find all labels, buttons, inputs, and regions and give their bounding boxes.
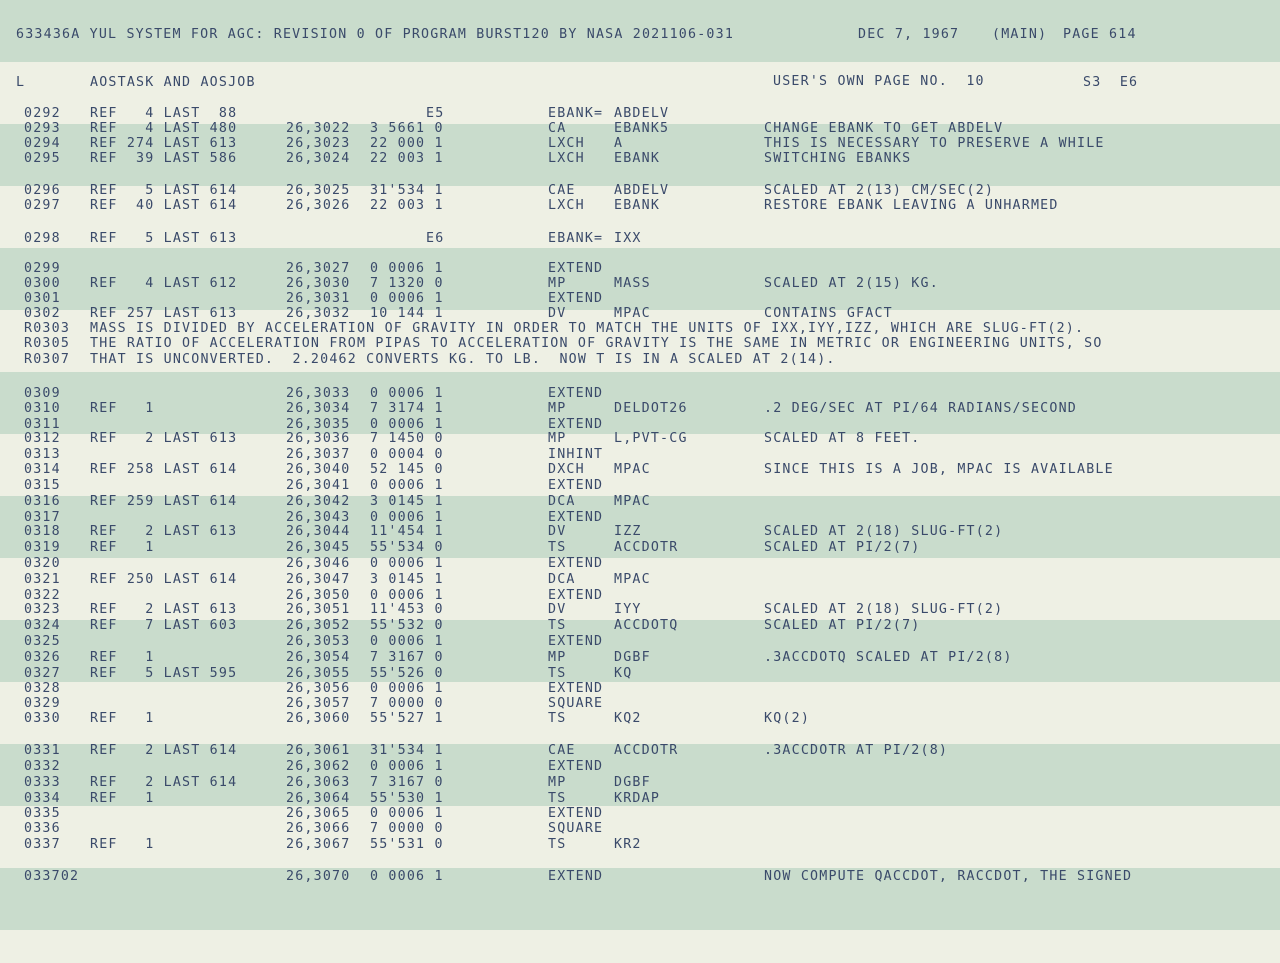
row-addr: 26,3043 [286,510,351,525]
listing-row [0,352,1280,367]
row-arg: ABDELV [614,183,670,198]
row-ref: REF 5 LAST 614 [90,183,238,198]
row-word: E6 [426,231,445,246]
row-cmt: SWITCHING EBANKS [764,151,912,166]
row-op: EXTEND [548,869,604,884]
row-arg: KR2 [614,837,642,852]
row-op: EXTEND [548,261,604,276]
row-addr: 26,3035 [286,417,351,432]
row-line: 0324 [24,618,61,633]
row-op: DV [548,306,567,321]
row-addr: 26,3053 [286,634,351,649]
row-word: 0 0006 1 [370,556,444,571]
row-word: 22 003 1 [370,198,444,213]
row-addr: 26,3045 [286,540,351,555]
row-addr: 26,3024 [286,151,351,166]
row-ref: REF 40 LAST 614 [90,198,238,213]
listing-row [0,306,1280,321]
row-cmt: .3ACCDOTQ SCALED AT PI/2(8) [764,650,1013,665]
row-cmt: SCALED AT 2(15) KG. [764,276,939,291]
listing-row [0,261,1280,276]
row-cmt: .2 DEG/SEC AT PI/64 RADIANS/SECOND [764,401,1077,416]
row-word: 55'532 0 [370,618,444,633]
row-word: 0 0006 1 [370,869,444,884]
row-arg: EBANK5 [614,121,670,136]
row-cmt: KQ(2) [764,711,811,726]
listing-row [0,494,1280,509]
row-line: 0314 [24,462,61,477]
row-op: SQUARE [548,821,604,836]
row-ref: REF 1 [90,791,155,806]
row-addr: 26,3062 [286,759,351,774]
row-addr: 26,3022 [286,121,351,136]
row-line: 0309 [24,386,61,401]
row-line: 0336 [24,821,61,836]
row-addr: 26,3026 [286,198,351,213]
listing-row [0,431,1280,446]
row-op: INHINT [548,447,604,462]
row-line: 0313 [24,447,61,462]
row-arg: KQ2 [614,711,642,726]
users-page-number: USER'S OWN PAGE NO. 10 [773,74,985,89]
row-cmt: .3ACCDOTR AT PI/2(8) [764,743,949,758]
row-addr: 26,3047 [286,572,351,587]
row-word: 31'534 1 [370,183,444,198]
row-op: MP [548,650,567,665]
row-arg: ACCDOTR [614,540,679,555]
row-op: DV [548,602,567,617]
row-word: 3 0145 1 [370,572,444,587]
row-op: DCA [548,572,576,587]
row-cmt: CONTAINS GFACT [764,306,893,321]
row-op: EXTEND [548,759,604,774]
row-word: 0 0006 1 [370,386,444,401]
row-ref: REF 1 [90,401,155,416]
routine-name: AOSTASK AND AOSJOB [90,75,256,90]
row-ref: REF 4 LAST 88 [90,106,238,121]
row-ref: REF 2 LAST 614 [90,743,238,758]
row-op: TS [548,540,567,555]
row-ref: REF 4 LAST 480 [90,121,238,136]
row-word: 55'534 0 [370,540,444,555]
listing-row [0,759,1280,774]
row-word: 0 0006 1 [370,634,444,649]
row-line: 0318 [24,524,61,539]
row-cmt: SINCE THIS IS A JOB, MPAC IS AVAILABLE [764,462,1114,477]
row-word: 0 0006 1 [370,417,444,432]
listing-row [0,869,1280,884]
row-line: 033702 [24,869,80,884]
row-line: 0302 [24,306,61,321]
listing-row [0,681,1280,696]
row-cmt: SCALED AT PI/2(7) [764,618,921,633]
row-arg: MPAC [614,572,651,587]
listing-row [0,336,1280,351]
row-addr: 26,3036 [286,431,351,446]
listing-row [0,556,1280,571]
row-arg: EBANK [614,198,661,213]
row-addr: 26,3052 [286,618,351,633]
row-word: 55'527 1 [370,711,444,726]
row-arg: MPAC [614,306,651,321]
row-line: 0333 [24,775,61,790]
listing-row [0,151,1280,166]
row-cmt: SCALED AT 2(13) CM/SEC(2) [764,183,995,198]
row-addr: 26,3044 [286,524,351,539]
row-line: 0327 [24,666,61,681]
listing-row [0,121,1280,136]
row-word: 0 0006 1 [370,261,444,276]
row-op: LXCH [548,151,585,166]
row-full: MASS IS DIVIDED BY ACCELERATION OF GRAVITY IN ORDER TO MATCH THE UNITS OF IXX,IYY,IZZ, WHICH ARE SLUG-FT(2). [90,321,1085,336]
row-word: 3 5661 0 [370,121,444,136]
listing-row [0,276,1280,291]
row-full: THE RATIO OF ACCELERATION FROM PIPAS TO ACCELERATION OF GRAVITY IS THE SAME IN METRIC OR ENGINEERING UNITS, SO [90,336,1103,351]
listing-row [0,775,1280,790]
row-addr: 26,3030 [286,276,351,291]
row-addr: 26,3056 [286,681,351,696]
listing-row [0,183,1280,198]
row-line: 0316 [24,494,61,509]
row-addr: 26,3066 [286,821,351,836]
row-arg: KRDAP [614,791,661,806]
row-op: LXCH [548,198,585,213]
row-op: EXTEND [548,681,604,696]
row-line: 0319 [24,540,61,555]
row-word: 7 0000 0 [370,696,444,711]
row-op: DCA [548,494,576,509]
listing-row [0,666,1280,681]
row-ref: REF 2 LAST 613 [90,524,238,539]
row-line: 0330 [24,711,61,726]
listing-row [0,417,1280,432]
row-word: 0 0006 1 [370,478,444,493]
row-op: CA [548,121,567,136]
row-line: 0299 [24,261,61,276]
row-addr: 26,3054 [286,650,351,665]
row-word: 0 0006 1 [370,681,444,696]
row-word: 22 000 1 [370,136,444,151]
row-arg: ACCDOTQ [614,618,679,633]
listing-row [0,650,1280,665]
row-line: 0320 [24,556,61,571]
row-arg: KQ [614,666,633,681]
row-word: 7 3174 1 [370,401,444,416]
row-addr: 26,3040 [286,462,351,477]
row-addr: 26,3031 [286,291,351,306]
row-op: CAE [548,183,576,198]
row-cmt: SCALED AT 2(18) SLUG-FT(2) [764,524,1004,539]
row-ref: REF 7 LAST 603 [90,618,238,633]
row-op: EXTEND [548,386,604,401]
row-arg: L,PVT-CG [614,431,688,446]
row-word: 31'534 1 [370,743,444,758]
row-op: EXTEND [548,478,604,493]
row-op: MP [548,431,567,446]
row-arg: IZZ [614,524,642,539]
listing-row [0,618,1280,633]
row-ref: REF 2 LAST 613 [90,431,238,446]
listing-row [0,524,1280,539]
row-word: 0 0006 1 [370,291,444,306]
row-word: 7 1320 0 [370,276,444,291]
row-word: 10 144 1 [370,306,444,321]
row-cmt: RESTORE EBANK LEAVING A UNHARMED [764,198,1059,213]
row-word: 55'530 1 [370,791,444,806]
row-ref: REF 1 [90,650,155,665]
row-op: EXTEND [548,510,604,525]
listing-row [0,837,1280,852]
row-arg: A [614,136,624,151]
row-line: 0301 [24,291,61,306]
row-line: 0310 [24,401,61,416]
row-ref: REF 274 LAST 613 [90,136,238,151]
row-line: 0294 [24,136,61,151]
row-op: MP [548,775,567,790]
row-word: 0 0004 0 [370,447,444,462]
row-addr: 26,3032 [286,306,351,321]
row-line: 0337 [24,837,61,852]
row-line: 0295 [24,151,61,166]
row-ref: REF 258 LAST 614 [90,462,238,477]
listing-row [0,462,1280,477]
row-line: R0307 [24,352,71,367]
row-line: 0298 [24,231,61,246]
row-addr: 26,3063 [286,775,351,790]
row-arg: DGBF [614,775,651,790]
row-op: TS [548,666,567,681]
row-ref: REF 2 LAST 613 [90,602,238,617]
row-arg: IXX [614,231,642,246]
row-cmt: SCALED AT 2(18) SLUG-FT(2) [764,602,1004,617]
row-word: 11'453 0 [370,602,444,617]
row-line: 0323 [24,602,61,617]
row-addr: 26,3023 [286,136,351,151]
row-ref: REF 5 LAST 613 [90,231,238,246]
row-arg: IYY [614,602,642,617]
row-op: EXTEND [548,417,604,432]
row-line: 0293 [24,121,61,136]
row-addr: 26,3057 [286,696,351,711]
row-op: EXTEND [548,588,604,603]
listing-row [0,791,1280,806]
row-ref: REF 250 LAST 614 [90,572,238,587]
row-line: 0322 [24,588,61,603]
row-word: 0 0006 1 [370,806,444,821]
row-op: TS [548,618,567,633]
listing-row [0,198,1280,213]
listing-row [0,478,1280,493]
listing-row [0,321,1280,336]
row-addr: 26,3033 [286,386,351,401]
row-cmt: CHANGE EBANK TO GET ABDELV [764,121,1004,136]
row-arg: MASS [614,276,651,291]
listing-title: 633436A YUL SYSTEM FOR AGC: REVISION 0 OF PROGRAM BURST120 BY NASA 2021106-031 [16,27,735,42]
row-arg: DELDOT26 [614,401,688,416]
row-op: EXTEND [548,806,604,821]
listing-row [0,602,1280,617]
row-line: 0325 [24,634,61,649]
row-cmt: NOW COMPUTE QACCDOT, RACCDOT, THE SIGNED [764,869,1133,884]
listing-row [0,696,1280,711]
row-op: EXTEND [548,634,604,649]
row-ref: REF 259 LAST 614 [90,494,238,509]
row-line: 0292 [24,106,61,121]
row-op: DXCH [548,462,585,477]
row-cmt: SCALED AT 8 FEET. [764,431,921,446]
row-addr: 26,3042 [286,494,351,509]
row-addr: 26,3050 [286,588,351,603]
listing-row [0,821,1280,836]
row-word: 3 0145 1 [370,494,444,509]
row-ref: REF 5 LAST 595 [90,666,238,681]
listing-row [0,231,1280,246]
row-ref: REF 1 [90,711,155,726]
row-op: EBANK= [548,231,604,246]
row-addr: 26,3025 [286,183,351,198]
listing-row [0,106,1280,121]
row-op: MP [548,276,567,291]
row-arg: EBANK [614,151,661,166]
row-addr: 26,3037 [286,447,351,462]
row-arg: DGBF [614,650,651,665]
row-line: 0329 [24,696,61,711]
row-op: TS [548,711,567,726]
row-addr: 26,3067 [286,837,351,852]
row-line: 0328 [24,681,61,696]
row-op: MP [548,401,567,416]
listing-section: (MAIN) [992,27,1048,42]
row-op: CAE [548,743,576,758]
row-op: EBANK= [548,106,604,121]
listing-row [0,291,1280,306]
row-ref: REF 4 LAST 612 [90,276,238,291]
row-op: DV [548,524,567,539]
row-arg: MPAC [614,462,651,477]
listing-row [0,634,1280,649]
row-word: 7 3167 0 [370,775,444,790]
row-addr: 26,3027 [286,261,351,276]
row-arg: ACCDOTR [614,743,679,758]
row-word: 11'454 1 [370,524,444,539]
row-line: 0312 [24,431,61,446]
row-word: 7 3167 0 [370,650,444,665]
row-word: 52 145 0 [370,462,444,477]
row-addr: 26,3070 [286,869,351,884]
row-op: EXTEND [548,556,604,571]
row-addr: 26,3051 [286,602,351,617]
listing-row [0,743,1280,758]
row-arg: ABDELV [614,106,670,121]
row-addr: 26,3046 [286,556,351,571]
row-line: R0305 [24,336,71,351]
listing-row [0,510,1280,525]
listing-row [0,588,1280,603]
row-line: 0326 [24,650,61,665]
row-addr: 26,3041 [286,478,351,493]
listing-date: DEC 7, 1967 [858,27,960,42]
row-line: 0311 [24,417,61,432]
row-line: 0297 [24,198,61,213]
row-word: 0 0006 1 [370,510,444,525]
row-addr: 26,3064 [286,791,351,806]
row-word: 7 0000 0 [370,821,444,836]
row-word: 55'526 0 [370,666,444,681]
row-line: 0300 [24,276,61,291]
page-number: PAGE 614 [1063,27,1137,42]
row-line: 0296 [24,183,61,198]
row-op: LXCH [548,136,585,151]
row-op: SQUARE [548,696,604,711]
bank-codes: S3 E6 [1083,75,1139,90]
row-arg: MPAC [614,494,651,509]
row-addr: 26,3061 [286,743,351,758]
listing-row [0,711,1280,726]
listing-row [0,401,1280,416]
row-word: E5 [426,106,445,121]
listing-row [0,806,1280,821]
row-op: EXTEND [548,291,604,306]
row-word: 0 0006 1 [370,588,444,603]
listing-row [0,136,1280,151]
row-addr: 26,3034 [286,401,351,416]
row-cmt: SCALED AT PI/2(7) [764,540,921,555]
listing-row [0,572,1280,587]
row-addr: 26,3060 [286,711,351,726]
row-line: 0334 [24,791,61,806]
row-line: 0315 [24,478,61,493]
row-line: R0303 [24,321,71,336]
listing-row [0,386,1280,401]
row-ref: REF 1 [90,540,155,555]
listing-row [0,447,1280,462]
row-ref: REF 1 [90,837,155,852]
listing-marker: L [16,75,26,90]
row-addr: 26,3065 [286,806,351,821]
row-line: 0332 [24,759,61,774]
row-op: TS [548,791,567,806]
row-ref: REF 39 LAST 586 [90,151,238,166]
row-op: TS [548,837,567,852]
row-full: THAT IS UNCONVERTED. 2.20462 CONVERTS KG. TO LB. NOW T IS IN A SCALED AT 2(14). [90,352,836,367]
listing-row [0,540,1280,555]
row-line: 0317 [24,510,61,525]
row-word: 22 003 1 [370,151,444,166]
row-addr: 26,3055 [286,666,351,681]
row-cmt: THIS IS NECESSARY TO PRESERVE A WHILE [764,136,1105,151]
row-word: 55'531 0 [370,837,444,852]
row-ref: REF 257 LAST 613 [90,306,238,321]
row-word: 0 0006 1 [370,759,444,774]
row-line: 0335 [24,806,61,821]
row-word: 7 1450 0 [370,431,444,446]
row-ref: REF 2 LAST 614 [90,775,238,790]
row-line: 0321 [24,572,61,587]
row-line: 0331 [24,743,61,758]
